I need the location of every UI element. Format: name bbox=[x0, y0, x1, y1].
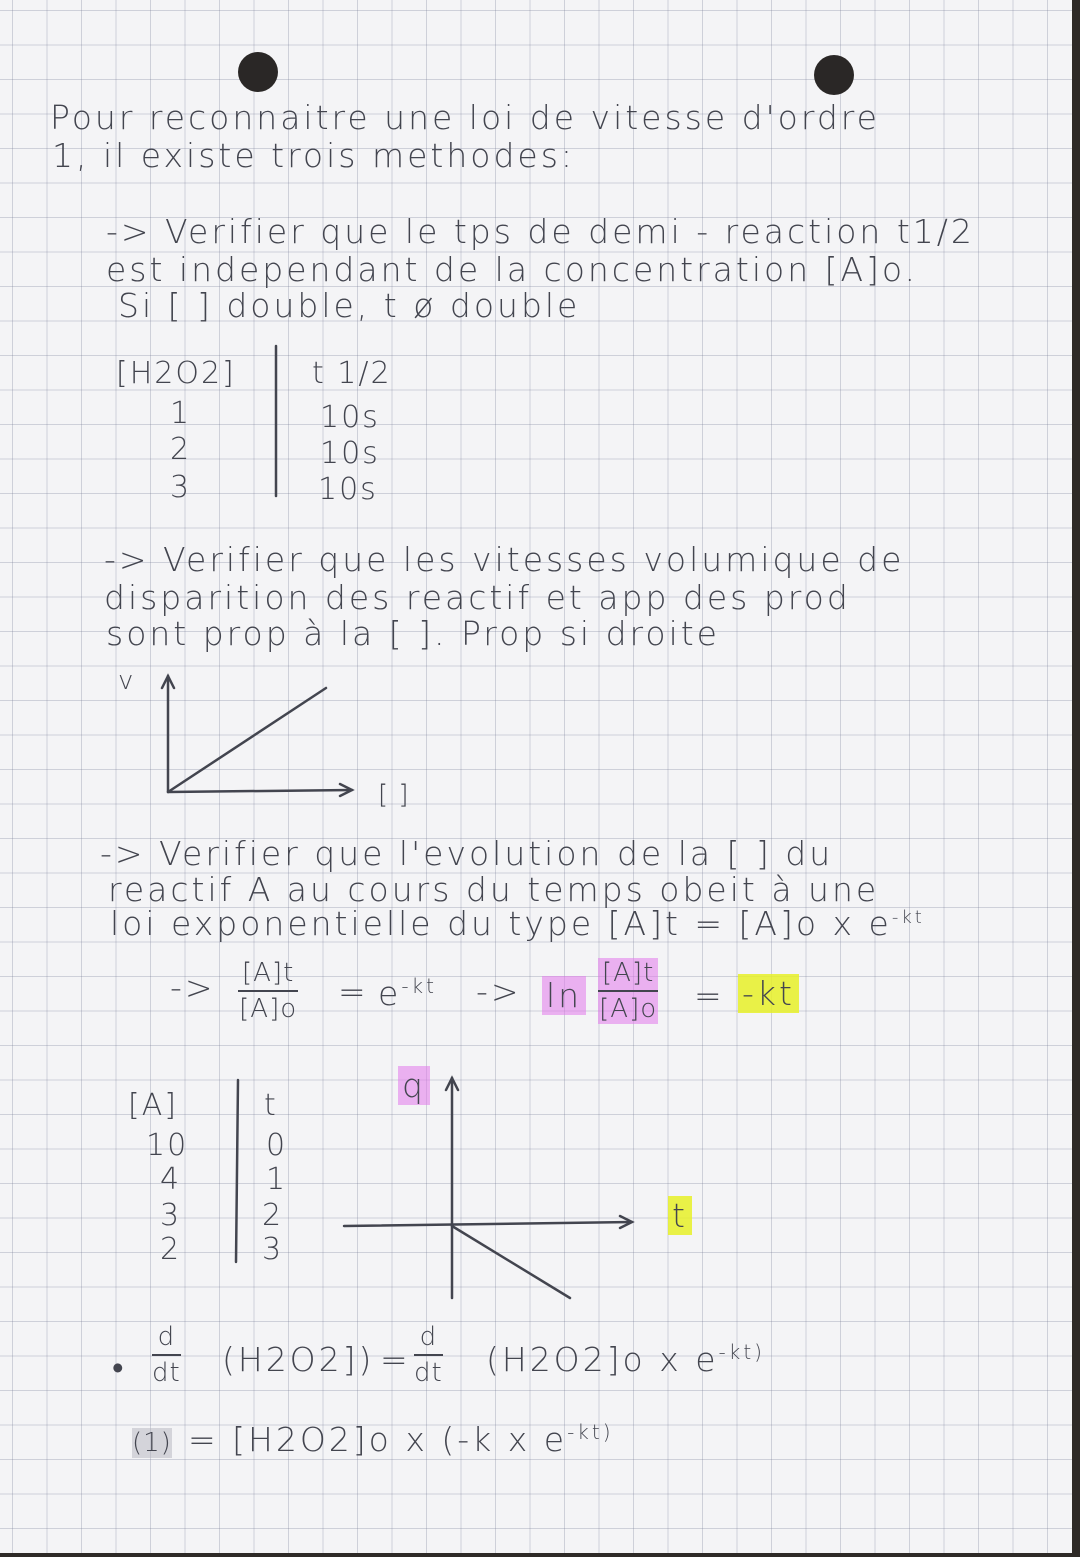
method3-line-3-exponent: -kt bbox=[891, 907, 925, 928]
eq-equals-1: = bbox=[338, 972, 369, 1011]
eq-equals-2: = bbox=[694, 976, 725, 1015]
derivation-d-dt-1-denominator: dt bbox=[152, 1358, 181, 1388]
table2-header-time: t bbox=[264, 1088, 278, 1123]
derivation-d-dt-2-denominator: dt bbox=[414, 1358, 443, 1388]
table1-cell: 1 bbox=[170, 396, 192, 431]
derivation-line-2: = [H2O2]o x (-k x $e^{-kt)}$ bbox=[188, 1420, 614, 1459]
eq-rhs-1: $e^{-kt}$ bbox=[378, 974, 437, 1013]
method3-line-1: -> Verifier que l'evolution de la [ ] du bbox=[100, 834, 834, 873]
method2-line-1: -> Verifier que les vitesses volumique de bbox=[104, 540, 905, 579]
table2-header-concentration: [A] bbox=[128, 1088, 178, 1123]
method1-line-3: Si [ ] double, t ø double bbox=[118, 286, 581, 325]
intro-line-2: 1, il existe trois methodes: bbox=[52, 136, 576, 175]
derivation-lhs: (H2O2]) bbox=[222, 1340, 375, 1379]
table2-cell: 1 bbox=[266, 1162, 288, 1197]
table1-cell: 10s bbox=[320, 400, 380, 435]
table2-divider bbox=[236, 1080, 238, 1262]
eq-rhs-2: -kt bbox=[738, 974, 799, 1013]
eq-rhs-1-exponent: -kt bbox=[401, 974, 437, 998]
table1-cell: 10s bbox=[318, 472, 378, 507]
table1-cell: 2 bbox=[170, 432, 192, 467]
table2-cell: 2 bbox=[160, 1232, 182, 1267]
table2-cell: 3 bbox=[262, 1232, 284, 1267]
eq-arrow-1: -> bbox=[170, 968, 216, 1007]
derivation-d-dt-2-numerator: d bbox=[414, 1322, 443, 1356]
graph1-line bbox=[168, 688, 326, 792]
method2-line-3: sont prop à la [ ]. Prop si droite bbox=[106, 614, 720, 653]
derivation-rhs-exponent: -kt) bbox=[718, 1340, 765, 1364]
derivation-line-2-exponent: -kt) bbox=[567, 1420, 614, 1444]
derivation-bullet: • bbox=[112, 1348, 127, 1387]
method3-line-2: reactif A au cours du temps obeit à une bbox=[108, 870, 880, 909]
intro-line-1: Pour reconnaitre une loi de vitesse d'ordre bbox=[50, 98, 880, 137]
derivation-line-2-tag: (1) bbox=[132, 1428, 172, 1458]
derivation-equals: = bbox=[380, 1340, 411, 1379]
eq-fraction-2-denominator: [A]o bbox=[599, 994, 658, 1024]
table2-cell: 0 bbox=[266, 1128, 288, 1163]
table2-cell: 4 bbox=[160, 1162, 182, 1197]
table1-cell: 3 bbox=[170, 470, 192, 505]
graph2-x-axis bbox=[344, 1222, 632, 1226]
graph2-line bbox=[452, 1226, 570, 1298]
derivation-rhs: (H2O2]o x $e^{-kt)}$ bbox=[486, 1340, 765, 1379]
graph1-y-label: v bbox=[118, 666, 135, 696]
graph2-y-label: q bbox=[398, 1066, 430, 1105]
table2-cell: 2 bbox=[262, 1198, 284, 1233]
table1-header-concentration: [H2O2] bbox=[116, 356, 236, 391]
method3-line-3: loi exponentielle du type [A]t = [A]o x $e^{-kt}$ bbox=[110, 904, 925, 943]
eq-fraction-2-numerator: [A]t bbox=[598, 958, 658, 992]
table2-cell: 3 bbox=[160, 1198, 182, 1233]
eq-fraction-1-denominator: [A]o bbox=[239, 994, 298, 1024]
table1-header-half-life: t 1/2 bbox=[312, 356, 392, 391]
method1-line-2: est independant de la concentration [A]o. bbox=[106, 250, 919, 289]
table1-cell: 10s bbox=[320, 436, 380, 471]
derivation-d-dt-1-numerator: d bbox=[152, 1322, 181, 1356]
eq-arrow-2: -> bbox=[476, 972, 522, 1011]
eq-ln: ln bbox=[542, 976, 586, 1015]
graph2-x-label: t bbox=[668, 1196, 692, 1235]
method1-line-1: -> Verifier que le tps de demi - reaction t1/2 bbox=[106, 212, 975, 251]
graph1-x-axis bbox=[168, 790, 352, 792]
eq-fraction-1-numerator: [A]t bbox=[238, 958, 298, 992]
table2-cell: 10 bbox=[146, 1128, 189, 1163]
graph1-x-label: [ ] bbox=[378, 780, 410, 810]
method2-line-2: disparition des reactif et app des prod bbox=[104, 578, 851, 617]
